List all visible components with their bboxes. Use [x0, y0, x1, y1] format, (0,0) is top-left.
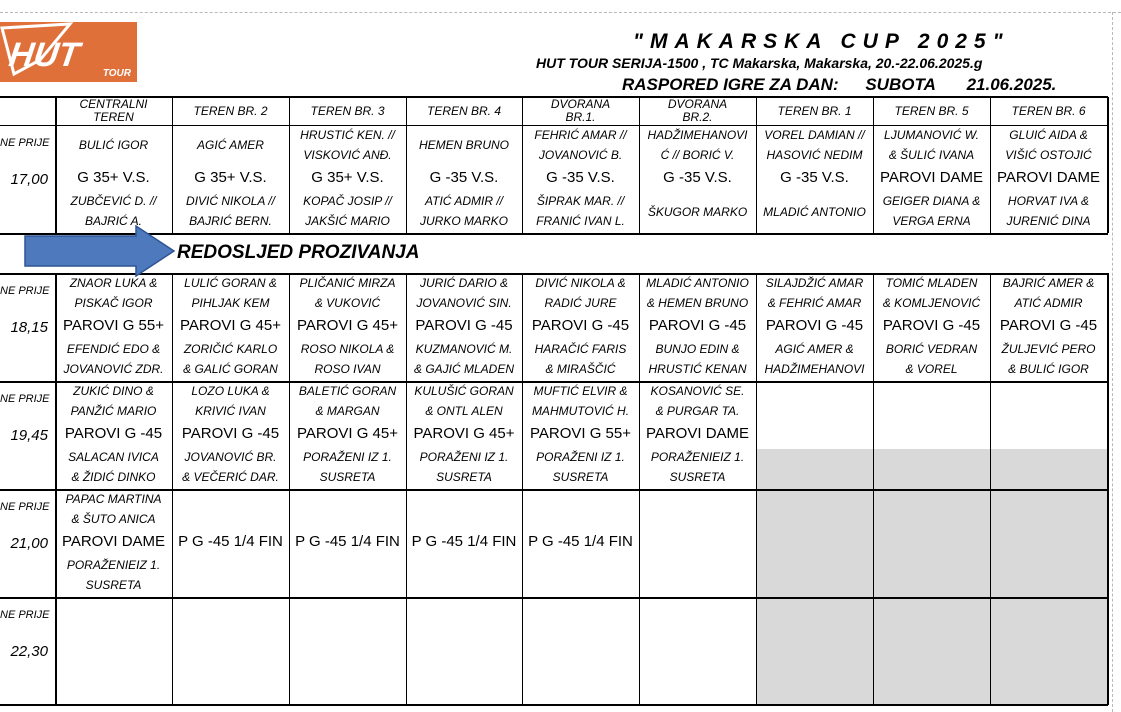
player-name: BUNJO EDIN & [655, 342, 740, 356]
player-name: ZUBČEVIĆ D. // [70, 194, 157, 208]
match-category: PAROVI DAME [996, 169, 1101, 186]
grid-line [639, 273, 640, 705]
player-name: & ŠULIĆ IVANA [888, 148, 975, 162]
column-header: TEREN BR. 4 [426, 103, 501, 118]
column-header: TEREN BR. 3 [310, 103, 385, 118]
player-name: JURIĆ DARIO & [419, 276, 508, 290]
logo-text: HUT [6, 36, 82, 74]
player-name: & BULIĆ IGOR [1008, 362, 1089, 376]
player-name: KOSANOVIĆ SE. [650, 384, 745, 398]
schedule-date: 21.06.2025. [966, 75, 1057, 94]
grid-line [990, 273, 991, 705]
player-name: VERGA ERNA [892, 214, 971, 228]
player-name: GEIGER DIANA & [882, 194, 981, 208]
player-name: ZNAOR LUKA & [69, 276, 158, 290]
match-category: G 35+ V.S. [77, 169, 150, 186]
schedule-label: RASPORED IGRE ZA DAN: [622, 75, 839, 94]
arrow-right-icon [24, 225, 176, 277]
match-category: PAROVI G 55+ [529, 425, 631, 442]
match-category: PAROVI G -45 [765, 317, 864, 334]
schedule-day: SUBOTA [865, 75, 936, 94]
player-name: HADŽIMEHANOVI [764, 362, 865, 376]
player-name: & MIRAŠČIĆ [545, 362, 616, 376]
player-name: MLADIĆ ANTONIO [646, 276, 749, 290]
match-category: PAROVI DAME [61, 533, 166, 550]
player-name: & GAJIĆ MLADEN [413, 362, 515, 376]
player-name: LJUMANOVIĆ W. [884, 128, 979, 142]
player-name: ROSO IVAN [314, 362, 381, 376]
player-name: & VOREL [905, 362, 958, 376]
match-category: PAROVI G -45 [64, 425, 163, 442]
grid-line [522, 273, 523, 705]
player-name: BALETIĆ GORAN [298, 384, 397, 398]
match-category: G -35 V.S. [546, 169, 615, 186]
player-name: SUSRETA [552, 470, 609, 484]
row-time: 22,30 [10, 643, 48, 660]
player-name: BAJRIĆ AMER & [1002, 276, 1095, 290]
grid-line [756, 273, 757, 705]
player-name: TOMIĆ MLADEN [885, 276, 978, 290]
player-name: PANŽIĆ MARIO [70, 404, 157, 418]
time-label: NE PRIJE [0, 137, 50, 149]
time-label: NE PRIJE [0, 393, 50, 405]
match-category: PAROVI DAME [645, 425, 750, 442]
grid-line [406, 273, 407, 705]
player-name: ŠKUGOR MARKO [647, 205, 748, 219]
grid-line [172, 273, 173, 705]
match-category: PAROVI G -45 [181, 425, 280, 442]
player-name: VOREL DAMIAN // [764, 128, 865, 142]
player-name: JOVANOVIĆ SIN. [416, 296, 512, 310]
grid-line [1107, 273, 1109, 705]
match-category: G -35 V.S. [663, 169, 732, 186]
player-name: HEMEN BRUNO [418, 138, 509, 152]
player-name: KUZMANOVIĆ M. [415, 342, 513, 356]
player-name: VIŠIĆ OSTOJIĆ [1005, 148, 1092, 162]
player-name: JURKO MARKO [419, 214, 508, 228]
match-category: PAROVI G -45 [882, 317, 981, 334]
match-category: PAROVI DAME [879, 169, 984, 186]
player-name: FEHRIĆ AMAR // [534, 128, 627, 142]
player-name: MLADIĆ ANTONIO [763, 205, 866, 219]
player-name: SUSRETA [319, 470, 376, 484]
call-order-banner: REDOSLJED PROZIVANJA [177, 242, 420, 263]
player-name: JOVANOVIĆ B. [538, 148, 623, 162]
player-name: & KOMLJENOVIĆ [882, 296, 981, 310]
player-name: JURENIĆ DINA [1006, 214, 1091, 228]
player-name: & FEHRIĆ AMAR [767, 296, 862, 310]
player-name: & ŠUTO ANICA [71, 512, 156, 526]
empty-cell-shade [756, 449, 1107, 489]
player-name: & VEČERIĆ DAR. [182, 470, 279, 484]
player-name: LULIĆ GORAN & [184, 276, 277, 290]
grid-line [0, 597, 1108, 599]
player-name: HASOVIĆ NEDIM [766, 148, 863, 162]
player-name: JOVANOVIĆ BR. [184, 450, 277, 464]
player-name: KRIVIĆ IVAN [195, 404, 266, 418]
grid-line [873, 273, 874, 705]
column-header: TEREN BR. 1 [777, 103, 852, 118]
match-category: G 35+ V.S. [194, 169, 267, 186]
player-name: AGIĆ AMER & [775, 342, 854, 356]
time-label: NE PRIJE [0, 501, 50, 513]
column-header: TEREN BR. 6 [1011, 103, 1086, 118]
player-name: PORAŽENIEIZ 1. [66, 558, 161, 572]
player-name: GLUIĆ AIDA & [1009, 128, 1088, 142]
logo-tour-label: TOUR [102, 68, 131, 79]
player-name: PORAŽENI IZ 1. [536, 450, 625, 464]
player-name: RADIĆ JURE [544, 296, 617, 310]
player-name: JAKŠIĆ MARIO [305, 214, 390, 228]
player-name: SALACAN IVICA [68, 450, 159, 464]
match-category: P G -45 1/4 FIN [411, 533, 517, 550]
time-label: NE PRIJE [0, 285, 50, 297]
row-time: 17,00 [10, 171, 48, 188]
player-name: Ć // BORIĆ V. [660, 148, 735, 162]
grid-line [289, 273, 290, 705]
match-category: PAROVI G 45+ [296, 317, 398, 334]
player-name: EFENDIĆ EDO & [66, 342, 161, 356]
player-name: PIHLJAK KEM [191, 296, 270, 310]
match-category: PAROVI G -45 [415, 317, 513, 334]
player-name: & MARGAN [315, 404, 380, 418]
page-title: "MAKARSKA CUP 2025" [633, 30, 1010, 53]
column-header: CENTRALNI TEREN [79, 97, 148, 124]
match-category: G 35+ V.S. [311, 169, 384, 186]
player-name: BORIĆ VEDRAN [885, 342, 978, 356]
grid-line [0, 704, 1108, 706]
player-name: & ONTL ALEN [425, 404, 503, 418]
player-name: BAJRIĆ A. [85, 214, 142, 228]
player-name: SUSRETA [669, 470, 726, 484]
player-name: BAJRIĆ BERN. [189, 214, 272, 228]
player-name: & PURGAR TA. [655, 404, 740, 418]
player-name: ŠIPRAK MAR. // [536, 194, 625, 208]
page-subtitle: HUT TOUR SERIJA-1500 , TC Makarska, Makarska, 20.-22.06.2025.g [536, 55, 983, 71]
match-category: G -35 V.S. [429, 169, 499, 186]
player-name: ZUKIĆ DINO & [73, 384, 154, 398]
player-name: MUFTIĆ ELVIR & [533, 384, 628, 398]
row-time: 19,45 [10, 427, 48, 444]
player-name: KULUŠIĆ GORAN [414, 384, 514, 398]
player-name: ATIĆ ADMIR // [425, 194, 503, 208]
column-header: DVORANA BR.1. [550, 97, 611, 124]
player-name: SUSRETA [85, 578, 142, 592]
player-name: & ŽIDIĆ DINKO [71, 470, 156, 484]
player-name: KOPAČ JOSIP // [303, 194, 392, 208]
time-label: NE PRIJE [0, 609, 50, 621]
player-name: PORAŽENIEIZ 1. [650, 450, 745, 464]
player-name: DIVIĆ NIKOLA & [535, 276, 626, 290]
player-name: HRUSTIĆ KEN. // [300, 128, 395, 142]
player-name: LOZO LUKA & [191, 384, 270, 398]
grid-line [1107, 97, 1109, 233]
column-header: DVORANA BR.2. [667, 97, 728, 124]
column-header: TEREN BR. 5 [894, 103, 969, 118]
player-name: FRANIĆ IVAN L. [536, 214, 625, 228]
player-name: ROSO NIKOLA & [300, 342, 395, 356]
player-name: MAHMUTOVIĆ H. [531, 404, 630, 418]
player-name: & HEMEN BRUNO [646, 296, 749, 310]
player-name: & VUKOVIĆ [314, 296, 381, 310]
player-name: VISKOVIĆ ANĐ. [303, 148, 392, 162]
player-name: BULIĆ IGOR [78, 138, 149, 152]
player-name: JOVANOVIĆ ZDR. [63, 362, 164, 376]
player-name: HORVAT IVA & [1007, 194, 1090, 208]
match-category: PAROVI G -45 [648, 317, 747, 334]
player-name: SILAJDŽIĆ AMAR [765, 276, 864, 290]
match-category: P G -45 1/4 FIN [178, 533, 283, 550]
match-category: PAROVI G 45+ [179, 317, 281, 334]
player-name: ŽULJEVIĆ PERO [1001, 342, 1096, 356]
column-header: TEREN BR. 2 [193, 103, 268, 118]
player-name: HRUSTIĆ KENAN [648, 362, 747, 376]
player-name: SUSRETA [436, 470, 492, 484]
match-category: G -35 V.S. [780, 169, 849, 186]
player-name: ZORIČIĆ KARLO [183, 342, 278, 356]
match-category: PAROVI G -45 [531, 317, 630, 334]
player-name: HARAČIĆ FARIS [534, 342, 627, 356]
match-category: PAROVI G 45+ [413, 425, 515, 442]
player-name: HADŽIMEHANOVI [647, 128, 748, 142]
match-category: PAROVI G -45 [999, 317, 1098, 334]
player-name: PORAŽENI IZ 1. [419, 450, 509, 464]
player-name: & GALIĆ GORAN [183, 362, 278, 376]
player-name: AGIĆ AMER [197, 138, 264, 152]
player-name: ATIĆ ADMIR [1014, 296, 1083, 310]
player-name: PISKAČ IGOR [74, 296, 153, 310]
row-time: 21,00 [10, 535, 48, 552]
match-category: P G -45 1/4 FIN [528, 533, 633, 550]
player-name: PLIČANIĆ MIRZA [299, 276, 396, 290]
match-category: PAROVI G 55+ [62, 317, 164, 334]
player-name: PORAŽENI IZ 1. [303, 450, 392, 464]
match-category: P G -45 1/4 FIN [295, 533, 400, 550]
player-name: DIVIĆ NIKOLA // [186, 194, 275, 208]
player-name: PAPAC MARTINA [65, 492, 162, 506]
match-category: PAROVI G 45+ [296, 425, 398, 442]
row-time: 18,15 [10, 319, 48, 336]
